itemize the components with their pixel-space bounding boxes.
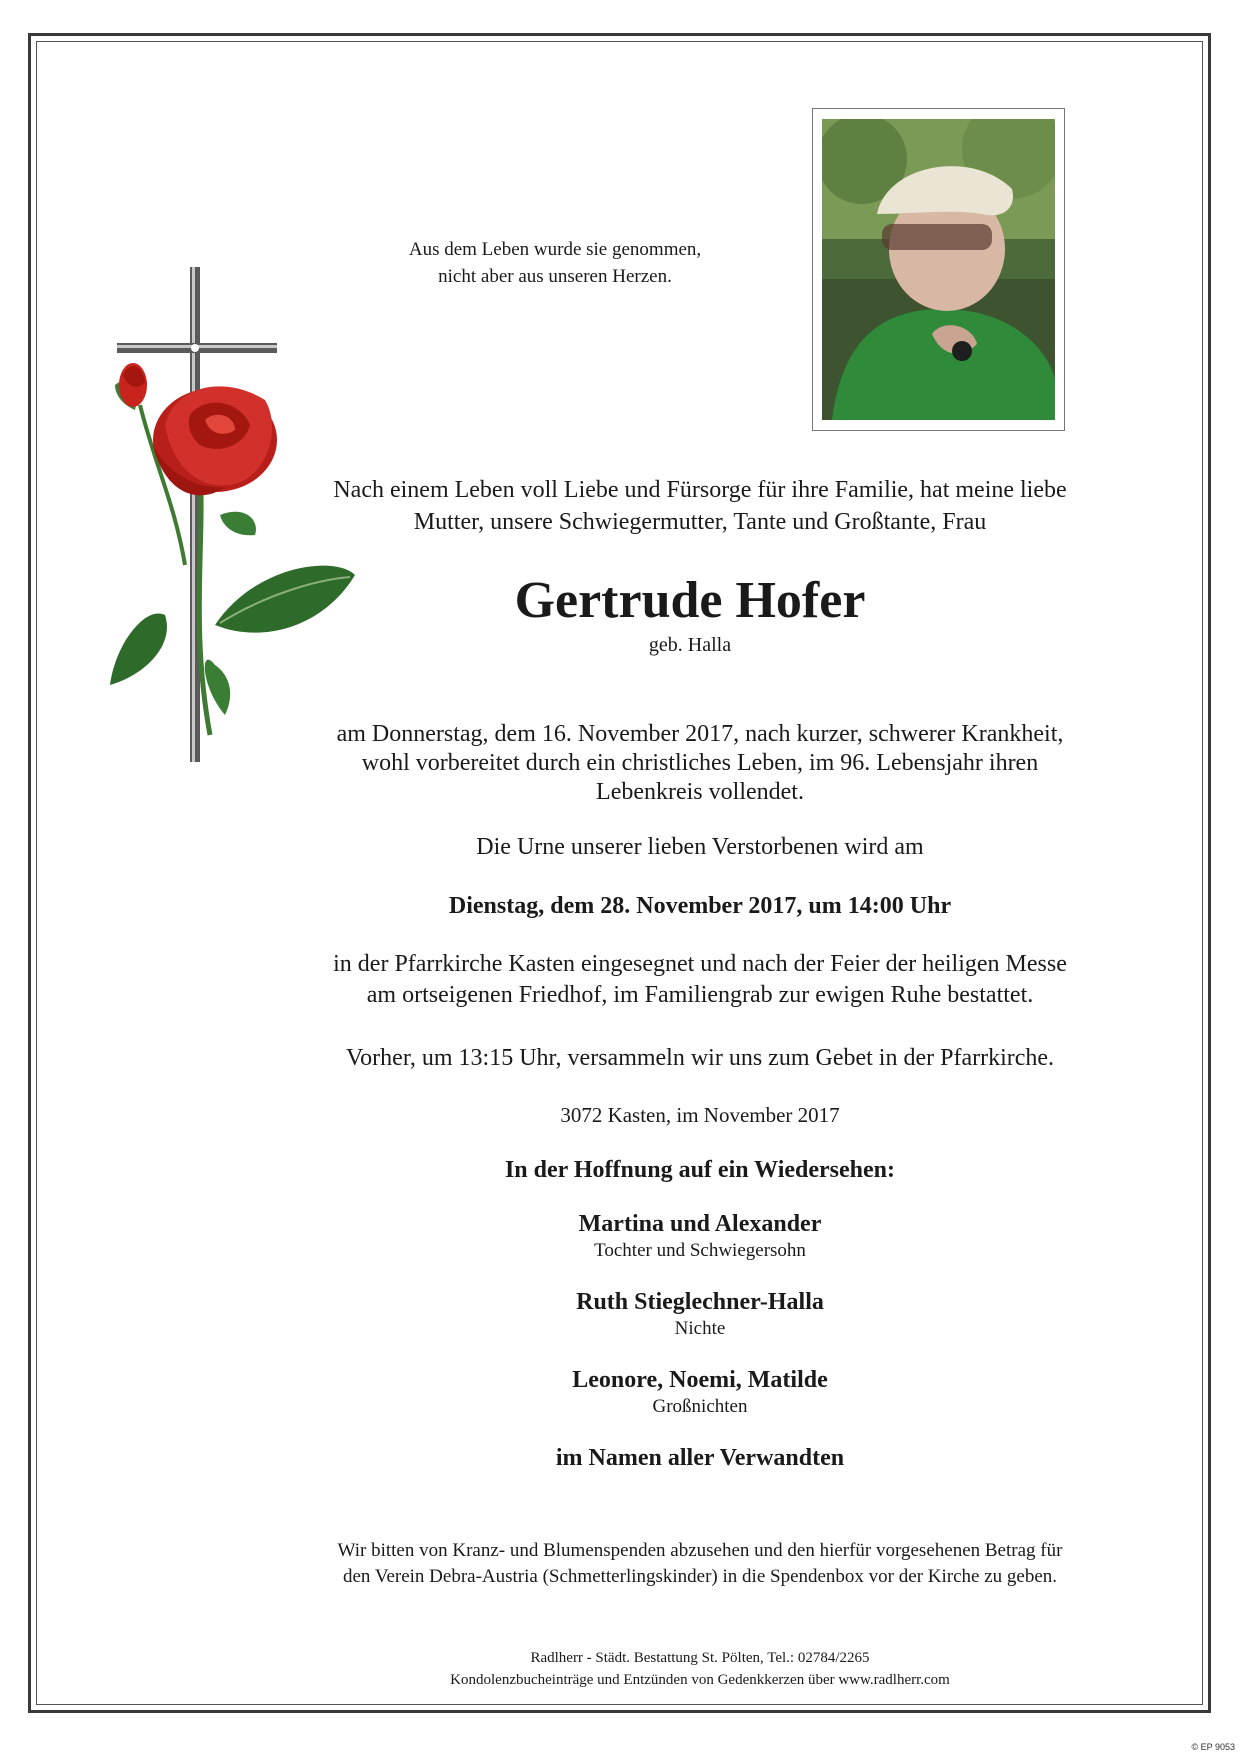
footer — [370, 1647, 1030, 1691]
death-line-2: wohl vorbereitet durch ein christliches Leben, im 96. Lebensjahr ihren — [361, 750, 1039, 776]
prayer-text: Vorher, um 13:15 Uhr, versammeln wir uns zum Gebet in der Pfarrkirche. — [345, 1045, 1055, 1071]
death-text — [300, 720, 1100, 807]
place-date: 3072 Kasten, im November 2017 — [560, 1103, 840, 1127]
deceased-name: Gertrude Hofer — [514, 572, 866, 629]
birth-name: geb. Halla — [648, 634, 732, 656]
quote-line-1: Aus dem Leben wurde sie genommen, — [408, 239, 702, 260]
mourner-relation: Tochter und Schwiegersohn — [594, 1240, 806, 1261]
print-code: © EP 9053 — [1191, 1742, 1235, 1752]
footer-line-2: Kondolenzbucheinträge und Entzünden von Gedenkkerzen über www.radlherr.com — [450, 1672, 950, 1688]
cross-icon — [117, 267, 277, 762]
portrait-photo — [812, 108, 1065, 431]
burial-line-2: am ortseigenen Friedhof, im Familiengrab zur ewigen Ruhe bestattet. — [366, 982, 1034, 1008]
death-line-3: Lebenkreis vollendet. — [596, 779, 804, 805]
urn-text: Die Urne unserer lieben Verstorbenen wird am — [476, 834, 924, 860]
intro-line-1: Nach einem Leben voll Liebe und Fürsorge für ihre Familie, hat meine liebe — [333, 477, 1067, 503]
mourner-entry — [400, 1287, 1000, 1341]
memorial-quote — [370, 236, 740, 290]
death-line-1: am Donnerstag, dem 16. November 2017, nach kurzer, schwerer Krankheit, — [336, 721, 1064, 747]
donation-request — [270, 1538, 1130, 1590]
quote-line-2: nicht aber aus unseren Herzen. — [438, 266, 672, 287]
burial-text — [300, 949, 1100, 1011]
mourner-relation: Nichte — [674, 1318, 726, 1339]
intro-line-2: Mutter, unsere Schwiegermutter, Tante und Großtante, Frau — [413, 509, 987, 535]
request-line-1: Wir bitten von Kranz- und Blumenspenden abzusehen und den hierfür vorgesehenen Betrag für — [337, 1540, 1063, 1561]
mourner-entry — [400, 1365, 1000, 1419]
mourner-relation: Großnichten — [652, 1396, 748, 1417]
footer-line-1: Radlherr - Städt. Bestattung St. Pölten, Tel.: 02784/2265 — [530, 1650, 870, 1666]
mourner-name: Leonore, Noemi, Matilde — [572, 1367, 828, 1393]
closing-text: im Namen aller Verwandten — [555, 1445, 845, 1471]
request-line-2: den Verein Debra-Austria (Schmetterlingskinder) in die Spendenbox vor der Kirche zu geben. — [342, 1566, 1058, 1587]
mourner-entry — [400, 1209, 1000, 1263]
burial-line-1: in der Pfarrkirche Kasten eingesegnet und nach der Feier der heiligen Messe — [333, 951, 1067, 977]
intro-text — [300, 474, 1100, 538]
mourner-name: Ruth Stieglechner-Halla — [576, 1289, 824, 1315]
hope-text: In der Hoffnung auf ein Wiedersehen: — [504, 1157, 896, 1183]
mourner-name: Martina und Alexander — [578, 1211, 822, 1237]
ceremony-date: Dienstag, dem 28. November 2017, um 14:00 Uhr — [448, 893, 952, 919]
portrait-image — [822, 119, 1055, 420]
